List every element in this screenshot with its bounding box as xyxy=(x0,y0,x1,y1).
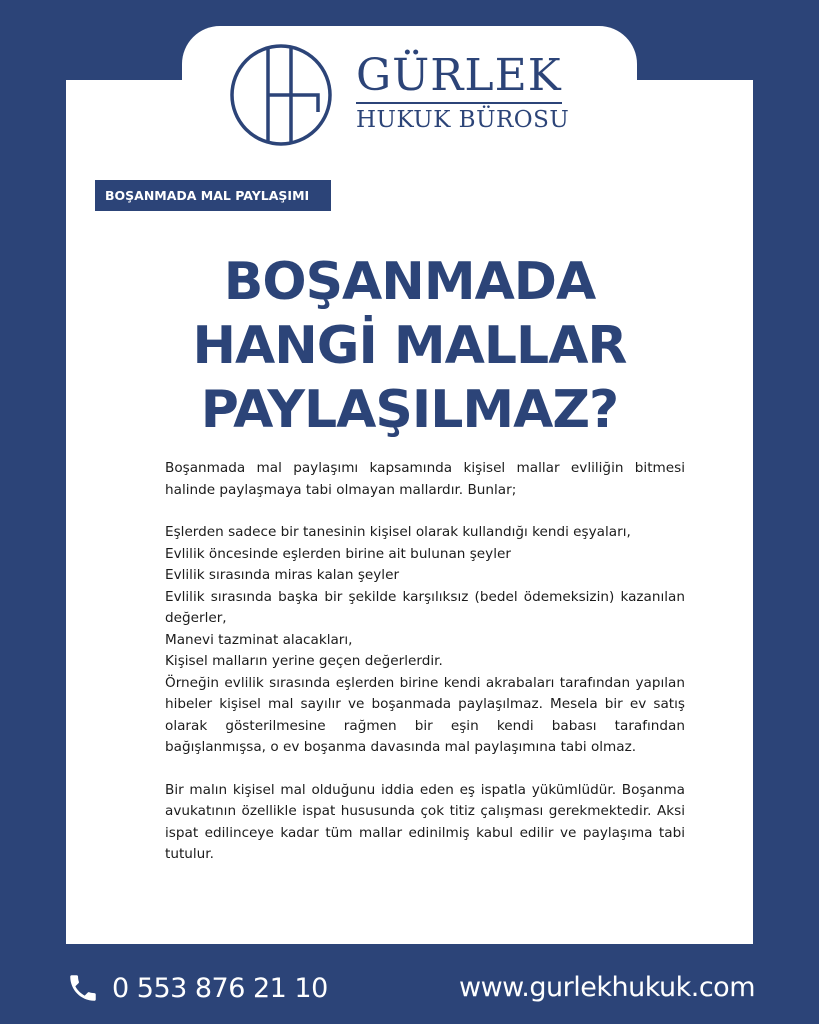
phone-icon xyxy=(66,971,100,1005)
headline-line-2: HANGİ MALLAR xyxy=(192,316,627,376)
brand-logo-text xyxy=(356,52,596,134)
brand-name: GÜRLEK xyxy=(356,52,562,104)
list-item: Kişisel malların yerine geçen değerlerdir. xyxy=(165,653,443,669)
headline-line-1: BOŞANMADA xyxy=(223,252,596,312)
brand-subtitle: HUKUK BÜROSU xyxy=(356,107,570,133)
website-link[interactable]: www.gurlekhukuk.com xyxy=(459,972,755,1003)
list-item: Evlilik sırasında başka bir şekilde karşılıksız (bedel ödemeksizin) kazanılan değerler, xyxy=(165,588,685,626)
category-badge: BOŞANMADA MAL PAYLAŞIMI xyxy=(95,180,331,211)
logo-monogram-icon xyxy=(228,42,334,148)
headline xyxy=(66,250,753,442)
article-body xyxy=(165,458,685,866)
list-item: Evlilik öncesinde eşlerden birine ait bulunan şeyler xyxy=(165,545,511,562)
conclusion-paragraph: Bir malın kişisel mal olduğunu iddia eden eş ispatla yükümlüdür. Boşanma avukatının özellikle ispat hususunda çok titiz çalışması gerekmektedir. Aksi ispat edilinceye kadar tüm mallar edinilmiş kabul edilir ve paylaşıma tabi tutulur. xyxy=(165,781,685,862)
list-item: Eşlerden sadece bir tanesinin kişisel olarak kullandığı kendi eşyaları, xyxy=(165,524,631,540)
headline-line-3: PAYLAŞILMAZ? xyxy=(200,380,619,440)
list-item: Evlilik sırasında miras kalan şeyler xyxy=(165,567,400,583)
example-paragraph: Örneğin evlilik sırasında eşlerden birine kendi akrabaları tarafından yapılan hibeler kişisel mal sayılır ve boşanmada paylaşılmaz. Mesela bir ev satış olarak gösterilmesine rağmen bir eşin kendi babası tarafından bağışlanmışsa, o ev boşanma davasında mal paylaşımına tabi olmaz. xyxy=(165,674,685,755)
intro-paragraph: Boşanmada mal paylaşımı kapsamında kişisel mallar evliliğin bitmesi halinde paylaşmaya tabi olmayan mallardır. Bunlar; xyxy=(165,460,685,498)
list-item: Manevi tazminat alacakları, xyxy=(165,631,353,648)
phone-number: 0 553 876 21 10 xyxy=(112,972,328,1004)
footer-phone[interactable] xyxy=(66,966,328,1010)
